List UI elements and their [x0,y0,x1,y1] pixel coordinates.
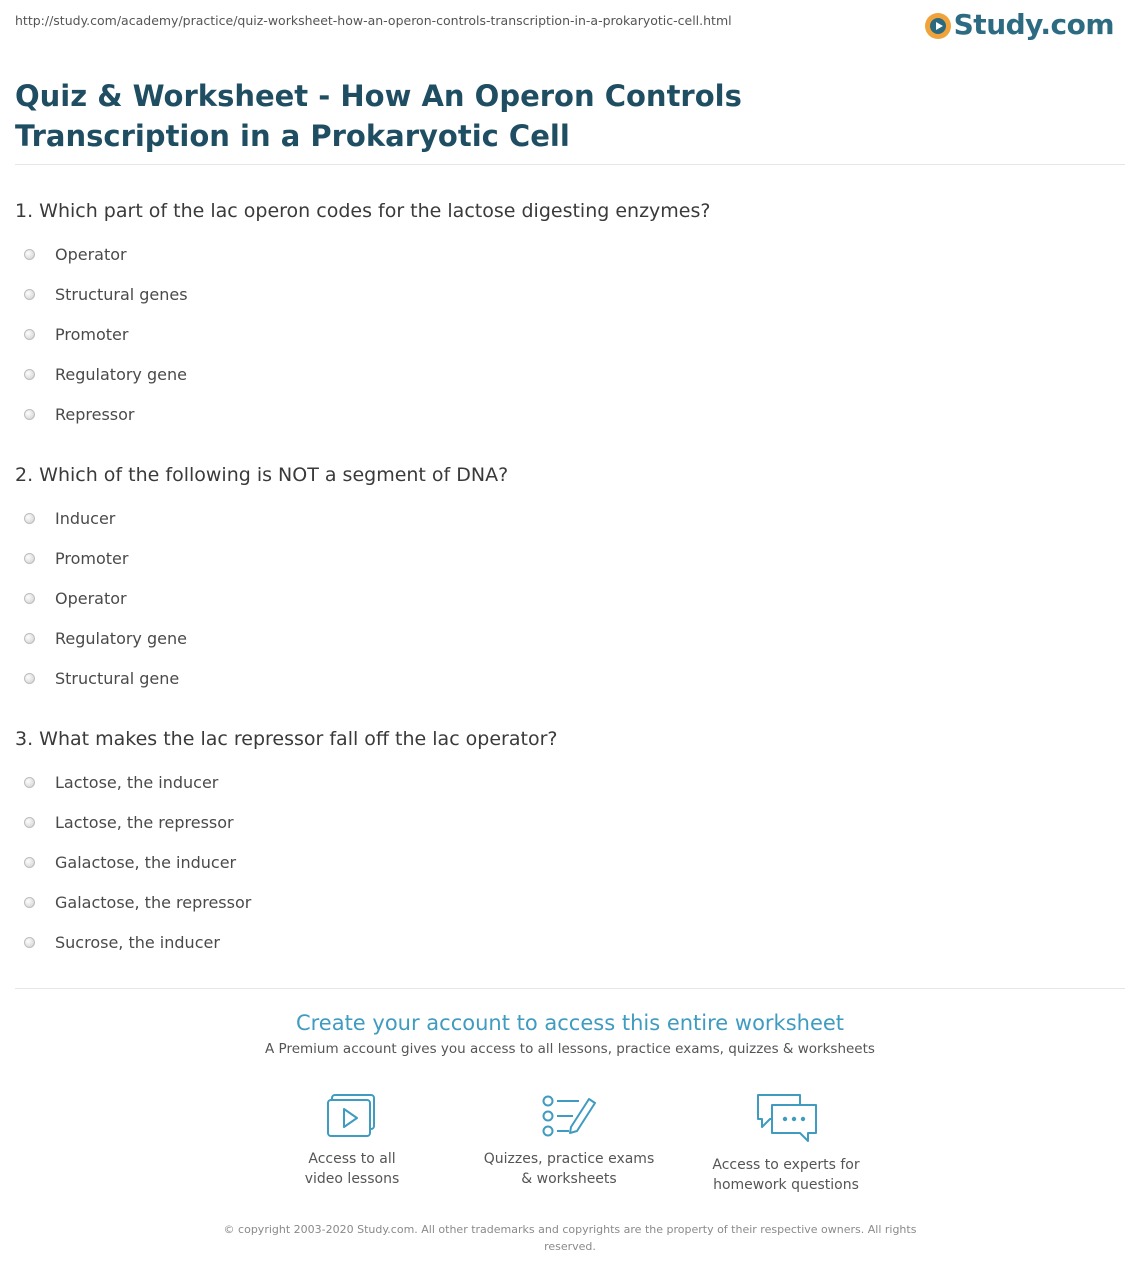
radio-button[interactable] [24,673,35,684]
feature-label-line: homework questions [713,1177,859,1193]
option-label: Inducer [55,508,116,528]
option-label: Sucrose, the inducer [55,932,220,952]
feature-label-line: Quizzes, practice exams [483,1151,655,1167]
study-logo[interactable] [925,8,1114,41]
question-text: 2. Which of the following is NOT a segment of DNA? [15,464,509,486]
radio-button[interactable] [24,409,35,420]
answer-option[interactable] [15,274,1115,314]
create-account-link[interactable]: Create your account to access this entire worksheet [295,1011,845,1035]
radio-button[interactable] [24,289,35,300]
answer-option[interactable] [15,394,1115,434]
option-label: Repressor [55,404,135,424]
option-label: Structural genes [55,284,188,304]
option-label: Promoter [55,548,129,568]
radio-button[interactable] [24,817,35,828]
answer-option[interactable] [15,842,1115,882]
feature-experts [686,1093,886,1195]
page-url: http://study.com/academy/practice/quiz-worksheet-how-an-operon-controls-transcription-in-a-prokaryotic-cell.html [15,13,732,28]
feature-label-line: Access to experts for [712,1157,860,1173]
radio-button[interactable] [24,937,35,948]
answer-option[interactable] [15,498,1115,538]
radio-button[interactable] [24,553,35,564]
option-label: Regulatory gene [55,364,187,384]
answer-option[interactable] [15,882,1115,922]
cta-subtitle: A Premium account gives you access to all lessons, practice exams, quizzes & worksheets [265,1041,875,1057]
radio-button[interactable] [24,249,35,260]
radio-button[interactable] [24,857,35,868]
answer-option[interactable] [15,658,1115,698]
title-divider [15,164,1125,165]
chat-bubbles-icon [754,1093,818,1145]
feature-quizzes [469,1093,669,1189]
answer-option[interactable] [15,618,1115,658]
copyright-notice [0,1221,1140,1255]
option-label: Lactose, the repressor [55,812,234,832]
page-title: Quiz & Worksheet - How An Operon Controls Transcription in a Prokaryotic Cell [15,79,742,153]
feature-label-line: video lessons [304,1171,400,1187]
feature-video-lessons [252,1093,452,1189]
question-text: 3. What makes the lac repressor fall off the lac operator? [15,728,558,750]
radio-button[interactable] [24,513,35,524]
copyright-text: © copyright 2003-2020 Study.com. All other trademarks and copyrights are the property of their respective owners. All rights reserved. [223,1223,917,1253]
option-label: Operator [55,588,127,608]
section-divider [15,988,1125,989]
question-text: 1. Which part of the lac operon codes for the lactose digesting enzymes? [15,200,711,222]
option-label: Galactose, the repressor [55,892,252,912]
answer-option[interactable] [15,922,1115,962]
question-1 [15,198,1115,434]
study-play-icon [925,13,951,39]
option-label: Operator [55,244,127,264]
answer-option[interactable] [15,802,1115,842]
radio-button[interactable] [24,633,35,644]
answer-option[interactable] [15,354,1115,394]
question-2 [15,462,1115,698]
option-label: Regulatory gene [55,628,187,648]
answer-option[interactable] [15,538,1115,578]
answer-option[interactable] [15,578,1115,618]
checklist-icon [541,1093,597,1139]
question-3 [15,726,1115,962]
feature-label-line: Access to all [308,1151,396,1167]
video-lessons-icon [326,1093,378,1139]
answer-option[interactable] [15,234,1115,274]
radio-button[interactable] [24,897,35,908]
option-label: Promoter [55,324,129,344]
radio-button[interactable] [24,777,35,788]
radio-button[interactable] [24,593,35,604]
option-label: Structural gene [55,668,180,688]
radio-button[interactable] [24,329,35,340]
feature-label-line: & worksheets [521,1171,617,1187]
answer-option[interactable] [15,314,1115,354]
option-label: Lactose, the inducer [55,772,219,792]
option-label: Galactose, the inducer [55,852,237,872]
answer-option[interactable] [15,762,1115,802]
radio-button[interactable] [24,369,35,380]
logo-text: Study.com [953,8,1114,41]
